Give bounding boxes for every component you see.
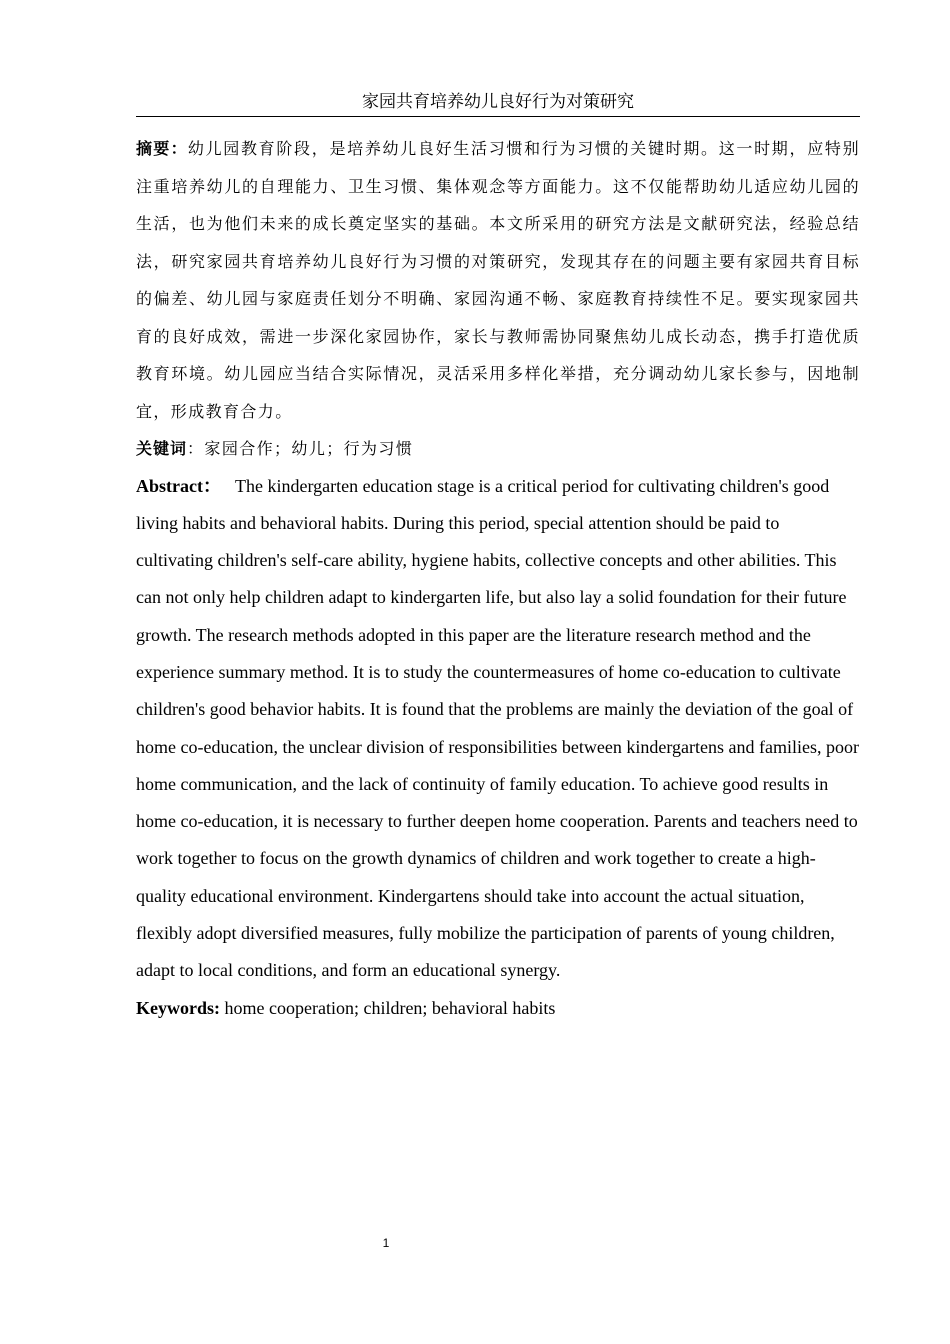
page-number: 1 — [382, 1236, 390, 1250]
abstract-en — [136, 468, 860, 990]
keywords-en-text: home cooperation; children; behavioral habits — [224, 997, 556, 1018]
running-header: 家园共育培养幼儿良好行为对策研究 — [136, 90, 860, 117]
keywords-en — [136, 990, 860, 1027]
abstract-en-label: Abstract： — [136, 475, 221, 496]
abstract-zh-text: 幼儿园教育阶段，是培养幼儿良好生活习惯和行为习惯的关键时期。这一时期，应特别注重培养幼儿的自理能力、卫生习惯、集体观念等方面能力。这不仅能帮助幼儿适应幼儿园的生活，也为他们未来的成长奠定坚实的基础。本文所采用的研究方法是文献研究法，经验总结法，研究家园共育培养幼儿良好行为习惯的对策研究，发现其存在的问题主要有家园共育目标的偏差、幼儿园与家庭责任划分不明确、家园沟通不畅、家庭教育持续性不足。要实现家园共育的良好成效，需进一步深化家园协作，家长与教师需协同聚焦幼儿成长动态，携手打造优质教育环境。幼儿园应当结合实际情况，灵活采用多样化举措，充分调动幼儿家长参与，因地制宜，形成教育合力。 — [136, 139, 860, 421]
page-content — [136, 130, 860, 1027]
abstract-zh-label: 摘要： — [136, 139, 188, 158]
keywords-zh — [136, 430, 860, 468]
keywords-zh-label: 关键词 — [136, 439, 188, 458]
abstract-zh — [136, 130, 860, 430]
keywords-zh-text: 家园合作；幼儿；行为习惯 — [204, 439, 414, 458]
keywords-en-label: Keywords: — [136, 997, 220, 1018]
abstract-en-text: The kindergarten education stage is a critical period for cultivating children's good living habits and behavioral habits. During this period, special attention should be paid to cultivating children's self-care ability, hygiene habits, collective concepts and other abilities. This can not only help children adapt to kindergarten life, but also lay a solid foundation for their future growth. The research methods adopted in this paper are the literature research method and the experience summary method. It is to study the countermeasures of home co-education to cultivate children's good behavior habits. It is found that the problems are mainly the deviation of the goal of home co-education, the unclear division of responsibilities between kindergartens and families, poor home communication, and the lack of continuity of family education. To achieve good results in home co-education, it is necessary to further deepen home cooperation. Parents and teachers need to work together to focus on the growth dynamics of children and work together to create a high-quality educational environment. Kindergartens should take into account the actual situation, flexibly adopt diversified measures, fully mobilize the participation of parents of young children, adapt to local conditions, and form an educational synergy. — [136, 475, 859, 981]
keywords-zh-separator: ： — [187, 439, 205, 458]
